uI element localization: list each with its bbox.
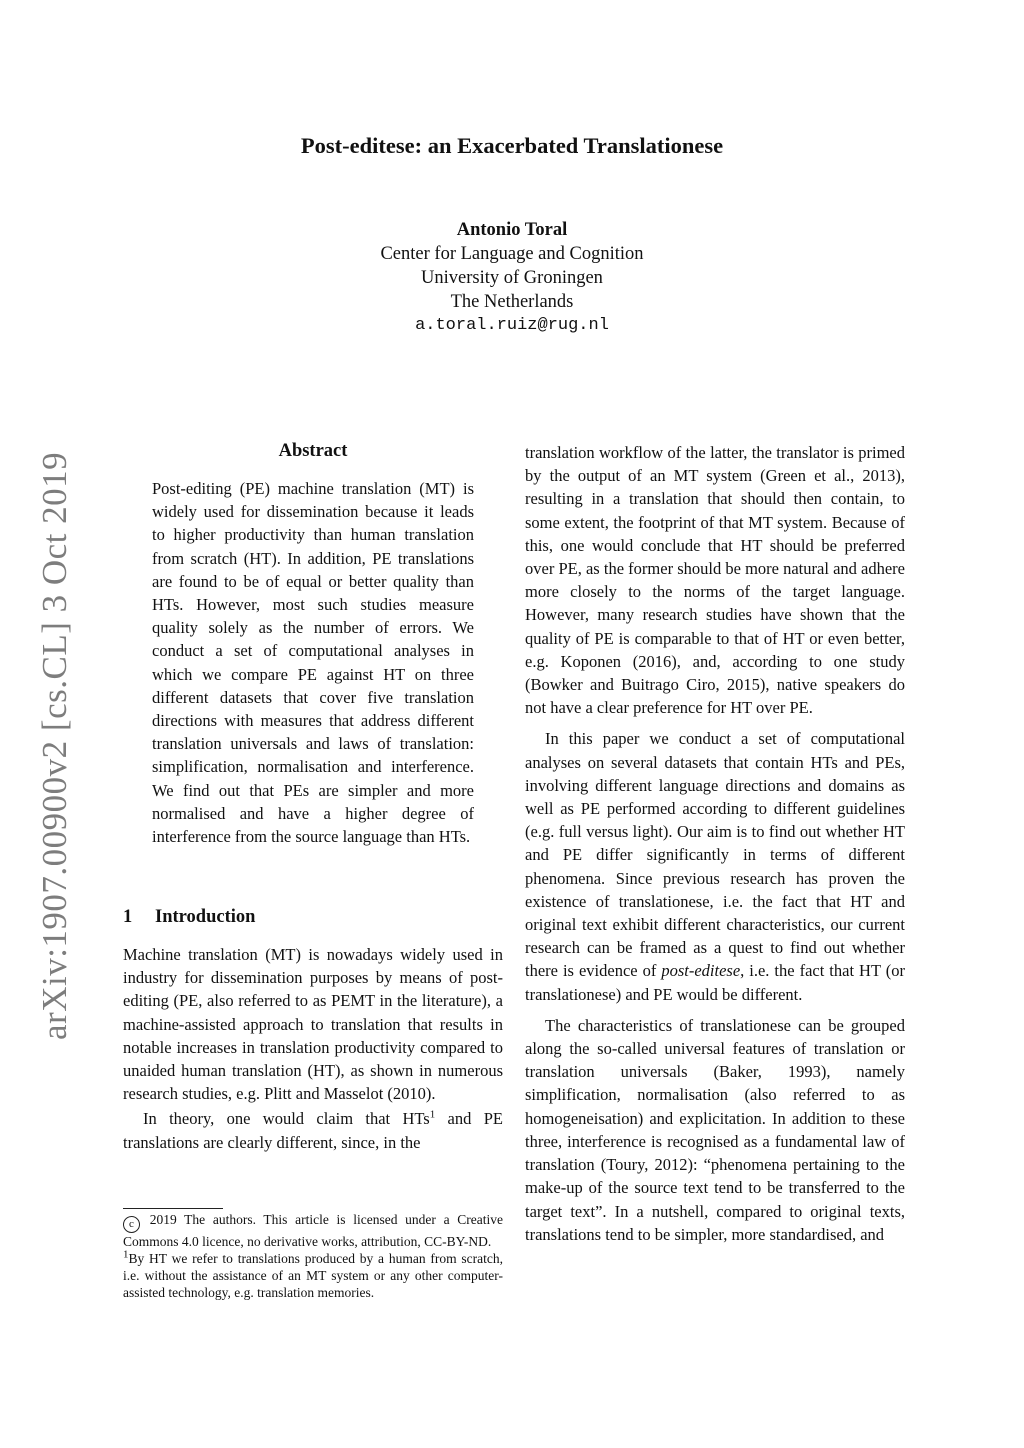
- footnote-1-mark: 1: [123, 1248, 129, 1261]
- right-paragraph-3: The characteristics of translationese can be grouped along the so-called universal features of translation or translation universals (Baker, 1993), namely simplification, normalisation (also referred to as homogeneisation) and explicitation. In addition to these three, interference is recognised as a fundamental law of translation (Toury, 2012): “phenomena pertaining to the make-up of the source text tend to be transferred to the target text”. In a nutshell, compared to original texts, translations tend to be simpler, more standardised, and: [525, 1015, 905, 1244]
- paper-title: Post-editese: an Exacerbated Translationese: [300, 133, 724, 158]
- author-affiliation-1: Center for Language and Cognition: [380, 244, 644, 264]
- footnote-1-text: By HT we refer to translations produced by a human from scratch, i.e. without the assistance of an MT system or any other computer-assisted technology, e.g. translation memories.: [123, 1251, 503, 1300]
- footnote-reference-1[interactable]: 1: [429, 1108, 436, 1121]
- intro-paragraph-1: Machine translation (MT) is nowadays widely used in industry for dissemination purposes by means of post-editing (PE, also referred to as PEMT in the literature), a machine-assisted approach to translation that results in notable increases in translation productivity compared to unaided human translation (HT), as shown in numerous research studies, e.g. Plitt and Masselot (2010).: [123, 945, 503, 1104]
- section-heading-introduction: [123, 907, 503, 928]
- copyright-note: [123, 1211, 503, 1250]
- author-affiliation-2: University of Groningen: [421, 268, 603, 288]
- footnote-1: [123, 1250, 503, 1301]
- copyright-text: 2019 The authors. This article is licensed under a Creative Commons 4.0 licence, no derivative works, attribution, CC-BY-ND.: [123, 1212, 503, 1249]
- section-number: 1: [123, 907, 133, 927]
- intro-paragraph-2: [123, 1107, 503, 1153]
- footnote-divider: [123, 1208, 223, 1209]
- author-email[interactable]: a.toral.ruiz@rug.nl: [415, 316, 609, 335]
- right-paragraph-2: [525, 727, 905, 1005]
- abstract-heading: Abstract: [278, 441, 348, 461]
- author-block: [0, 218, 1024, 338]
- right-paragraph-2-start: In this paper we conduct a set of computational analyses on several datasets that contain HTs and PEs, involving different language directions and domains as well as PE performed according to different guidelines (e.g. full versus light). Our aim is to find out whether HT and PE differ significantly in terms of different phenomena. Since previous research has proven the existence of translationese, i.e. the fact that HT and original text exhibit different characteristics, our current research can be framed as a quest to find out whether there is evidence of: [525, 729, 905, 981]
- post-editese-term: post-editese: [661, 961, 741, 981]
- intro-paragraph-2-start: In theory, one would claim that HTs: [143, 1109, 430, 1129]
- introduction-body: [123, 943, 503, 1154]
- copyright-icon: c: [123, 1216, 140, 1233]
- right-paragraph-2-end: , i.e. the fact that HT (or translationese) and PE would be different.: [525, 961, 905, 1004]
- author-name: Antonio Toral: [456, 220, 568, 240]
- right-column: [525, 441, 905, 1246]
- section-title: Introduction: [155, 907, 256, 927]
- intro-paragraph-2-end: and PE translations are clearly different, since, in the: [123, 1109, 503, 1152]
- arxiv-identifier[interactable]: arXiv:1907.00900v2 [cs.CL] 3 Oct 2019: [35, 451, 74, 1040]
- author-affiliation-3: The Netherlands: [450, 292, 574, 312]
- footnotes: [123, 1211, 503, 1301]
- abstract-text: Post-editing (PE) machine translation (MT) is widely used for dissemination because it leads to higher productivity than human translation from scratch (HT). In addition, PE translations are found to be of equal or better quality than HTs. However, most such studies measure quality solely as the number of errors. We conduct a set of computational analyses in which we compare PE against HT on three different datasets that cover five translation directions with measures that address different translation universals and laws of translation: simplification, normalisation and interference. We find out that PEs are simpler and more normalised and have a higher degree of interference from the source language than HTs.: [152, 479, 474, 847]
- right-paragraph-1: translation workflow of the latter, the translator is primed by the output of an MT system (Green et al., 2013), resulting in a translation that should then contain, to some extent, the footprint of that MT system. Because of this, one would conclude that HT should be preferred over PE, as the former should be more natural and adhere more closely to the norms of the target language. However, many research studies have shown that the quality of PE is comparable to that of HT or even better, e.g. Koponen (2016), and, according to one study (Bowker and Buitrago Ciro, 2015), native speakers do not have a clear preference for HT over PE.: [525, 443, 905, 718]
